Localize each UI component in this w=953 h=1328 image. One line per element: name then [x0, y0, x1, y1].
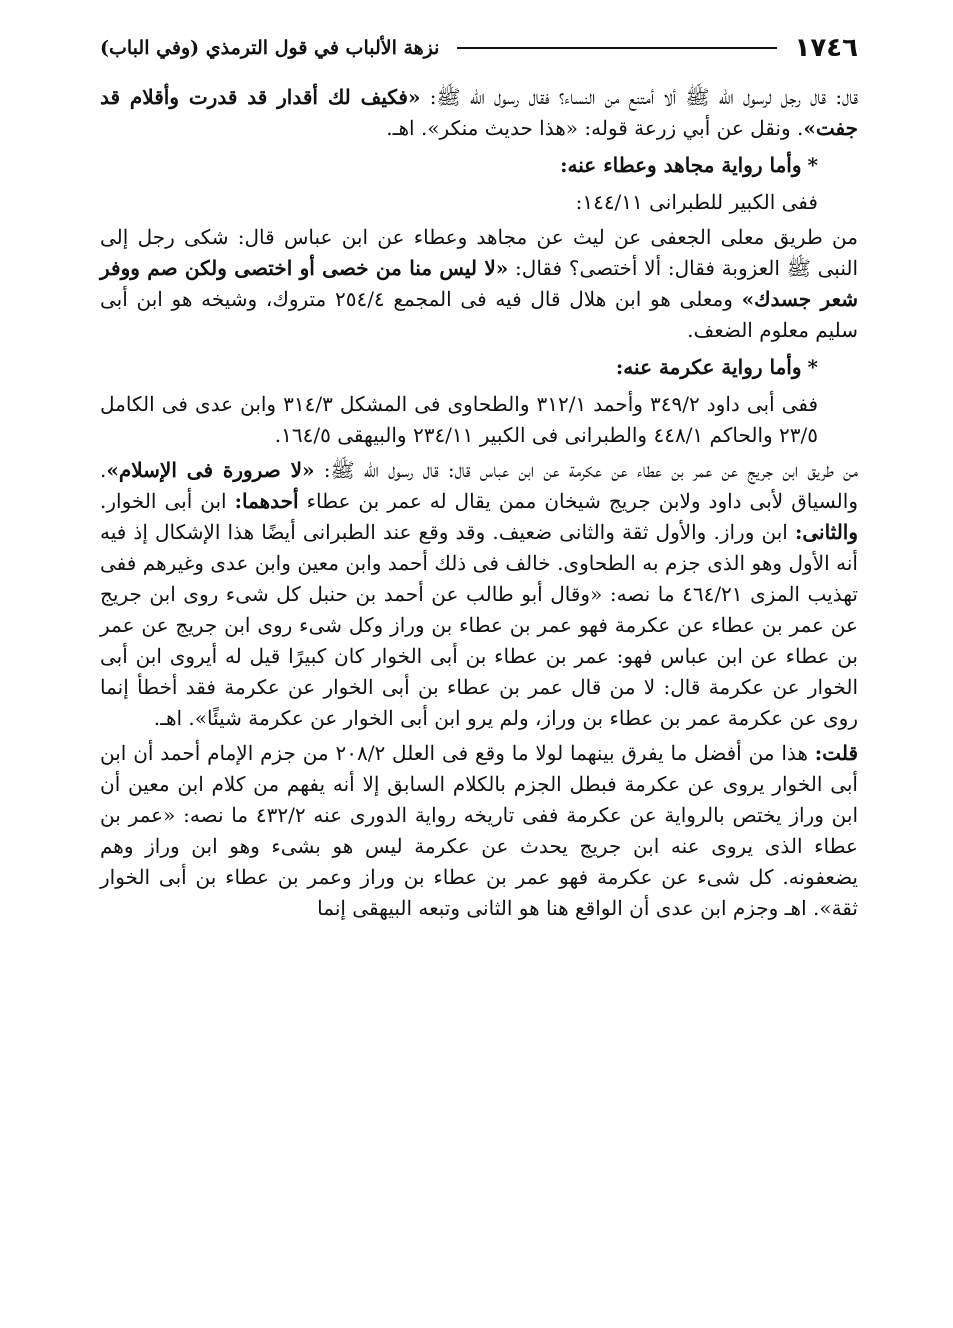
paragraph-text: . ونقل عن أبي زرعة قوله: «هذا حديث منكر». اهـ. [386, 116, 804, 140]
paragraph-text: من طريق معلى الجعفى عن ليث عن مجاهد وعطاء عن ابن عباس قال: شكى رجل إلى النبى ﷺ العزوبة فقال: ألا أختصى؟ فقال: [100, 225, 859, 280]
paragraph-text: من طريق ابن جريج عن عمر بن عطاء عن عكرمة عن ابن عباس قال: قال رسول الله ﷺ: [314, 458, 858, 482]
paragraph-text: قال: قال رجل لرسول الله ﷺ ألا أمتنع من النساء؟ فقال رسول الله ﷺ: [420, 85, 858, 109]
paragraph-sources-list [100, 389, 858, 451]
star-icon: * [807, 153, 818, 177]
running-title: نزهة الألباب في قول الترمذي (وفي الباب) [100, 37, 440, 59]
page-number: ١٧٤٦ [794, 33, 858, 63]
bold-label: أحدهما: [234, 489, 299, 513]
section-heading-ikrima [100, 352, 858, 383]
paragraph-text: هذا من أفضل ما يفرق بينهما لولا ما وقع فى العلل ٢٠٨/٢ من جزم الإمام أحمد أن ابن أبى الخوار يروى عن عكرمة فبطل الجزم بالكلام السابق إلا أنه يفهم من كلام ابن معين أن ابن وراز يختص بالرواية عن عكرمة ففى تاريخه رواية الدورى عنه ٤٣٢/٢ ما نصه: «عمر بن عطاء الذى يروى عنه ابن جريج يحدث عن عكرمة ليس هو بشىء وهو ابن وراز وهم يضعفونه. كل شىء عن عكرمة فهو عمر بن عطاء بن وراز وعمر بن عطاء بن أبى الخوار ثقة». اهـ وجزم ابن عدى أن الواقع هنا هو الثانى وتبعه البيهقى إنما [100, 741, 859, 920]
paragraph-1 [100, 82, 858, 144]
header-rule [457, 47, 776, 49]
paragraph-ibn-jurayj [100, 455, 858, 734]
paragraph-text: ومعلى هو ابن هلال قال فيه فى المجمع ٢٥٤/٤ متروك، وشيخه هو ابن أبى سليم معلوم الضعف. [100, 287, 858, 342]
section-heading-mujahid [100, 150, 858, 181]
paragraph-qultu [100, 738, 858, 924]
paragraph-source [100, 187, 858, 218]
page-header [100, 30, 858, 66]
page-body [100, 82, 858, 928]
star-icon: * [807, 355, 818, 379]
heading-text: وأما رواية عكرمة عنه: [615, 355, 802, 379]
paragraph-text: ابن أبى الخوار. [100, 489, 235, 513]
paragraph-text: ففى الكبير للطبرانى ١٤٤/١١: [575, 190, 818, 214]
bold-label: والثانى: [794, 520, 859, 544]
paragraph-text: ابن وراز. والأول ثقة والثانى ضعيف. وقد وقع عند الطبرانى أيضًا هذا الإشكال إذ فيه أنه الأول وهو الذى جزم به الطحاوى. خالف فى ذلك أحمد وابن معين وابن عدى وغيرهم ففى تهذيب المزى ٤٦٤/٢١ ما نصه: «وقال أبو طالب عن أحمد بن حنبل كل شىء روى ابن جريج عن عمر بن عطاء عن عكرمة فهو عمر بن عطاء بن وراز وكل شىء روى ابن جريج عن عمر بن عطاء عن ابن عباس فهو: عمر بن عطاء بن أبى الخوار كان كبيرًا قيل له أيروى ابن أبى الخوار عن عكرمة قال: لا من قال عمر بن عطاء بن أبى الخوار عن عكرمة فقد أخطأ إنما روى عن عكرمة عمر بن عطاء بن وراز، ولم يرو ابن أبى الخوار عن عكرمة شيئًا». اهـ. [100, 520, 859, 730]
paragraph-text: ففى أبى داود ٣٤٩/٢ وأحمد ٣١٢/١ والطحاوى فى المشكل ٣١٤/٣ وابن عدى فى الكامل ٢٣/٥ والحاكم ٤٤٨/١ والطبرانى فى الكبير ٢٣٤/١١ والبيهقى ١٦٤/٥. [100, 392, 819, 447]
hadith-quote: «فكيف لك أقدار قد قدرت وأقلام قد جفت» [100, 85, 858, 140]
paragraph-mualla [100, 222, 858, 346]
bold-label: قلت: [814, 741, 858, 765]
hadith-quote: «لا ليس منا من خصى أو اختصى ولكن صم ووفر شعر جسدك» [100, 256, 858, 311]
paragraph-text: . والسياق لأبى داود ولابن جريج شيخان ممن يقال له عمر بن عطاء [100, 458, 858, 513]
hadith-quote: «لا صرورة فى الإسلام» [106, 458, 315, 482]
heading-text: وأما رواية مجاهد وعطاء عنه: [560, 153, 802, 177]
